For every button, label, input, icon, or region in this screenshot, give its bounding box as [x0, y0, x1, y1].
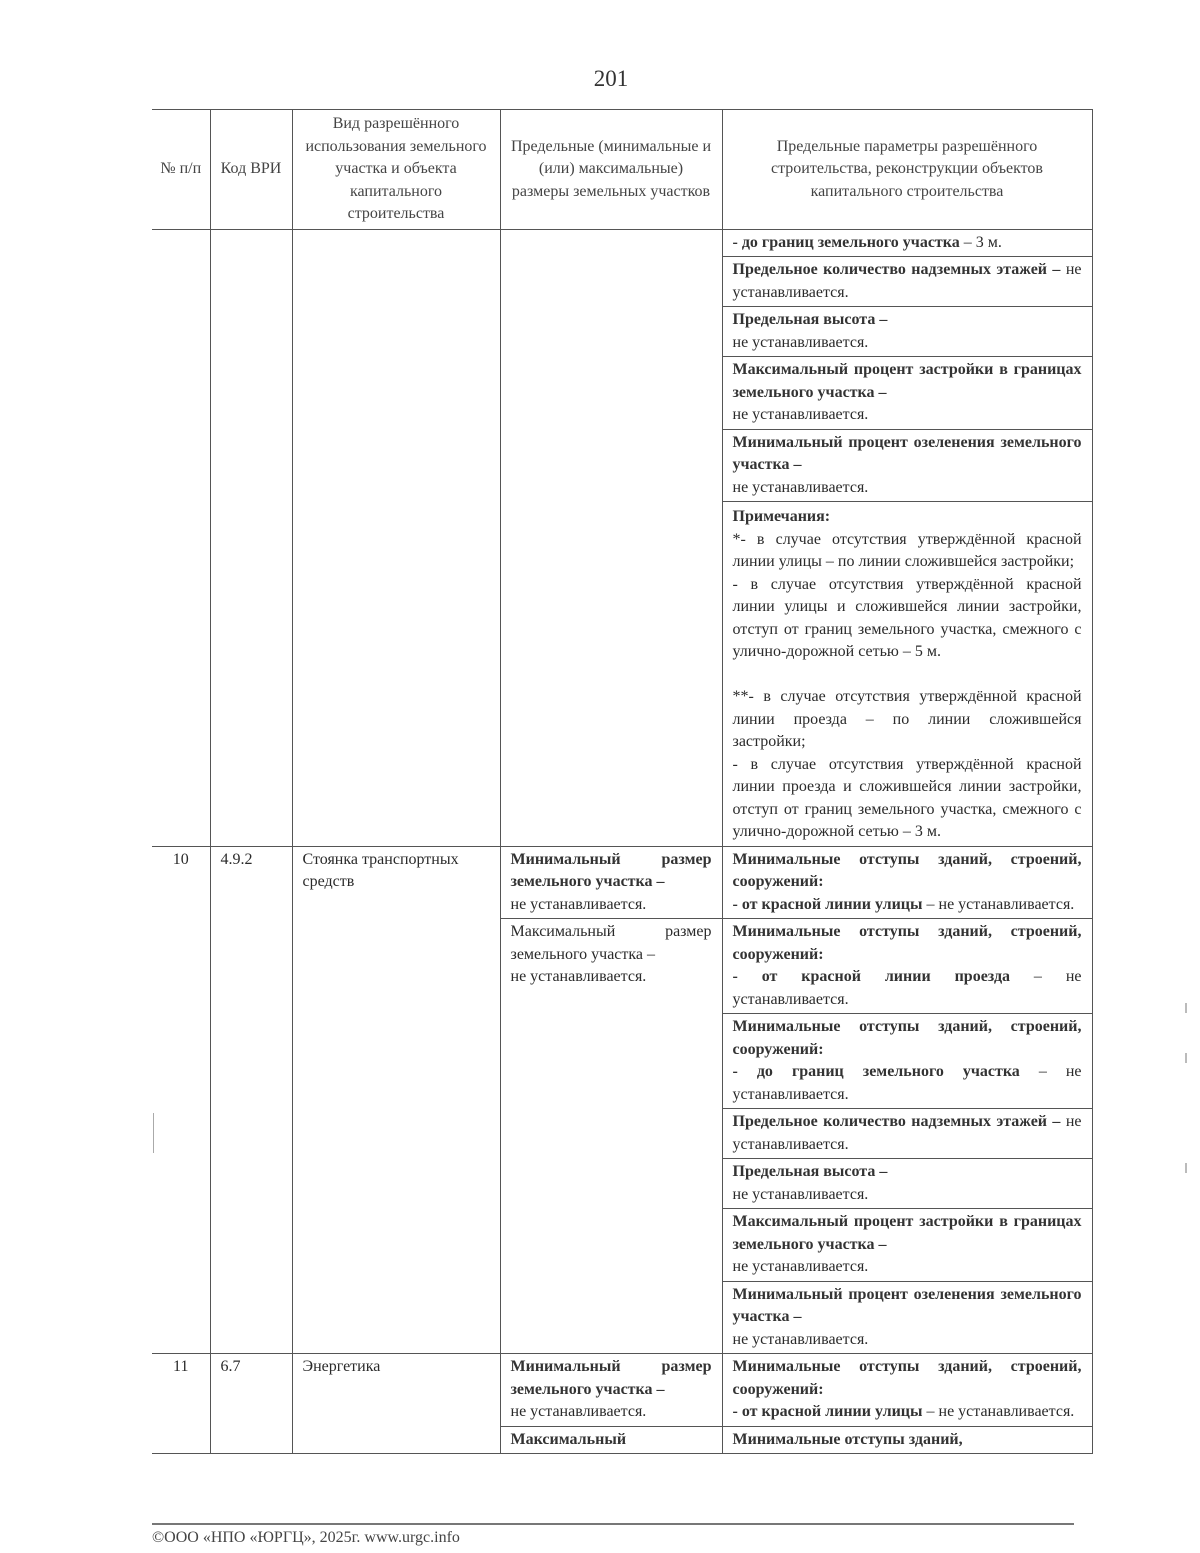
header-sizes: Предельные (минимальные и (или) максимальные) размеры земельных участков	[500, 110, 722, 230]
scan-edge-mark	[1185, 1163, 1187, 1173]
note-text: - в случае отсутствия утверждённой красной линии улицы и сложившейся линии застройки, отступ от границ земельного участка, смежного с улично-дорожной сетью – 5 м.	[732, 575, 1082, 660]
note-text: **- в случае отсутствия утверждённой красной линии проезда – по линии сложившейся застройки;	[732, 688, 1082, 750]
table-row-10	[152, 846, 1092, 919]
cell-vid: Энергетика	[292, 1354, 500, 1454]
notes-cell	[722, 502, 1092, 847]
param-cell: Предельная высота – не устанавливается.	[722, 307, 1092, 357]
min-size-cell: Минимальный размер земельного участка – не устанавливается.	[500, 1354, 722, 1427]
param-cell: Минимальные отступы зданий,	[722, 1426, 1092, 1454]
param-cell: - до границ земельного участка – 3 м.	[722, 229, 1092, 257]
max-size-cell: Максимальный	[500, 1426, 722, 1454]
cell-num-cont	[152, 229, 210, 846]
param-cell: Предельное количество надземных этажей – не устанавливается.	[722, 257, 1092, 307]
param-cell: Минимальные отступы зданий, строений, сооружений: - до границ земельного участка – не устанавливается.	[722, 1014, 1092, 1109]
note-text: *- в случае отсутствия утверждённой красной линии улицы – по линии сложившейся застройки;	[732, 530, 1082, 570]
header-num: № п/п	[152, 110, 210, 230]
min-size-cell: Минимальный размер земельного участка – не устанавливается.	[500, 846, 722, 919]
param-cell: Максимальный процент застройки в границах земельного участка – не устанавливается.	[722, 1209, 1092, 1282]
cell-code: 4.9.2	[210, 846, 292, 1354]
param-cell: Предельная высота – не устанавливается.	[722, 1159, 1092, 1209]
zoning-parameters-table	[152, 109, 1093, 1454]
table-header-row	[152, 110, 1092, 230]
footer-copyright: ©ООО «НПО «ЮРГЦ», 2025г. www.urgc.info	[152, 1529, 460, 1546]
param-cell: Максимальный процент застройки в границах земельного участка – не устанавливается.	[722, 357, 1092, 430]
page-number: 201	[593, 66, 629, 91]
param-cell: Предельное количество надземных этажей – не устанавливается.	[722, 1109, 1092, 1159]
table-row-11	[152, 1354, 1092, 1427]
cell-code-cont	[210, 229, 292, 846]
cell-vid-cont	[292, 229, 500, 846]
param-cell: Минимальные отступы зданий, строений, сооружений: - от красной линии проезда – не устанавливается.	[722, 919, 1092, 1014]
scan-edge-mark	[1185, 1003, 1187, 1013]
scan-margin-mark	[153, 1113, 154, 1153]
param-cell: Минимальные отступы зданий, строений, сооружений: - от красной линии улицы – не устанавливается.	[722, 846, 1092, 919]
notes-title: Примечания:	[732, 508, 831, 525]
header-params: Предельные параметры разрешённого строительства, реконструкции объектов капитального строительства	[722, 110, 1092, 230]
cell-num: 10	[152, 846, 210, 1354]
header-vid: Вид разрешённого использования земельного участка и объекта капитального строительства	[292, 110, 500, 230]
param-cell: Минимальный процент озеленения земельного участка – не устанавливается.	[722, 1281, 1092, 1354]
param-cell: Минимальный процент озеленения земельного участка – не устанавливается.	[722, 429, 1092, 502]
max-size-cell: Максимальный размер земельного участка – не устанавливается.	[500, 919, 722, 1354]
table-row-continued	[152, 229, 1092, 257]
cell-vid: Стоянка транспортных средств	[292, 846, 500, 1354]
param-cell: Минимальные отступы зданий, строений, сооружений: - от красной линии улицы – не устанавливается.	[722, 1354, 1092, 1427]
footer-divider	[152, 1523, 1074, 1525]
header-code: Код ВРИ	[210, 110, 292, 230]
cell-code: 6.7	[210, 1354, 292, 1454]
note-text: - в случае отсутствия утверждённой красной линии проезда и сложившейся линии застройки, отступ от границ земельного участка, смежного с улично-дорожной сетью – 3 м.	[732, 755, 1082, 840]
cell-sizes-cont	[500, 229, 722, 846]
cell-num: 11	[152, 1354, 210, 1454]
scan-edge-mark	[1185, 1053, 1187, 1063]
